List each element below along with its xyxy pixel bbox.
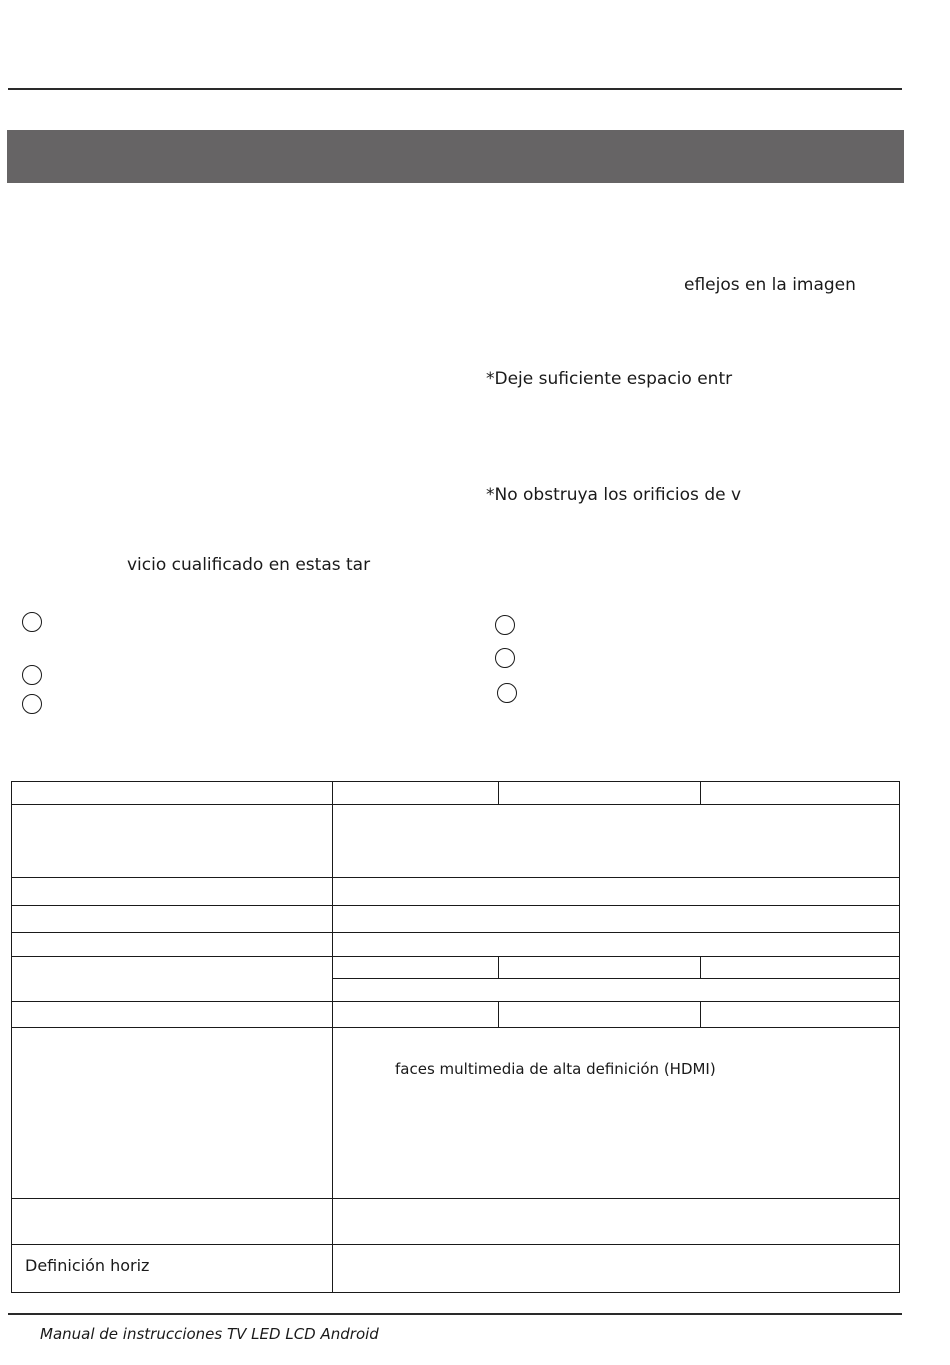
section-header-band: [7, 130, 904, 183]
table-row-line: [12, 956, 900, 957]
marker-circle-left-1: [22, 612, 42, 632]
specifications-table: [11, 781, 900, 1293]
vents-note: *No obstruya los orificios de v: [486, 485, 742, 505]
marker-circle-right-1: [495, 615, 515, 635]
table-row-line: [12, 804, 900, 805]
marker-circle-right-3: [497, 683, 517, 703]
table-row-line: [12, 877, 900, 878]
table-row-line: [12, 1001, 900, 1002]
reflections-fragment: eflejos en la imagen: [684, 275, 856, 295]
table-row-line: [12, 1027, 900, 1028]
table-column-divider: [332, 782, 333, 1293]
table-row-line: [12, 1244, 900, 1245]
table-subcolumn-divider: [700, 956, 701, 978]
marker-circle-left-2: [22, 665, 42, 685]
horizontal-definition-label: Definición horiz: [25, 1256, 150, 1275]
table-subrow-line: [332, 978, 900, 979]
marker-circle-left-3: [22, 694, 42, 714]
table-subcolumn-divider: [498, 956, 499, 978]
footer-manual-title: Manual de instrucciones TV LED LCD Android: [40, 1325, 379, 1343]
table-subcolumn-divider: [700, 1001, 701, 1027]
table-row-line: [12, 905, 900, 906]
space-note: *Deje suficiente espacio entr: [486, 369, 733, 389]
table-row-line: [12, 932, 900, 933]
table-row-line: [12, 1198, 900, 1199]
header-rule: [8, 88, 902, 90]
marker-circle-right-2: [495, 648, 515, 668]
table-subcolumn-divider: [498, 1001, 499, 1027]
connections-fragment: faces multimedia de alta definición (HDMI): [395, 1060, 716, 1078]
table-subcolumn-divider: [700, 782, 701, 804]
table-subcolumn-divider: [498, 782, 499, 804]
service-note: vicio cualificado en estas tar: [127, 555, 371, 575]
footer-rule: [8, 1313, 902, 1315]
